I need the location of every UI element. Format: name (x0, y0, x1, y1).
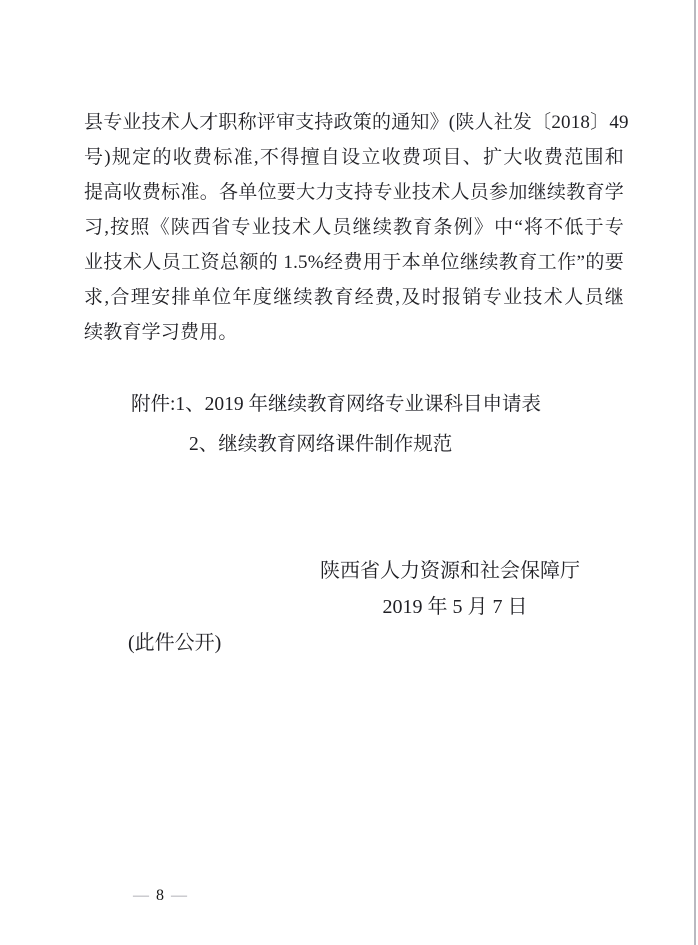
body-line-5: 业技术人员工资总额的 1.5%经费用于本单位继续教育工作”的要 (84, 252, 624, 273)
publicity-note: (此件公开) (128, 632, 222, 654)
issuer-signature: 陕西省人力资源和社会保障厅 (320, 560, 580, 582)
body-line-6: 求,合理安排单位年度继续教育经费,及时报销专业技术人员继 (84, 287, 624, 308)
scan-edge-line (694, 0, 696, 945)
attachments-label: 附件: (131, 394, 176, 415)
page-number: 8 (156, 887, 164, 904)
attachment-item-1: 1、2019 年继续教育网络专业课科目申请表 (175, 394, 542, 415)
body-line-4: 习,按照《陕西省专业技术人员继续教育条例》中“将不低于专 (84, 217, 624, 238)
body-line-7: 续教育学习费用。 (84, 322, 238, 343)
attachment-line-2 (189, 425, 541, 465)
attachment-item-2: 2、继续教育网络课件制作规范 (189, 434, 453, 455)
page-number-left-dash: — (133, 887, 149, 904)
page-number-footer (133, 886, 187, 906)
body-line-3: 提高收费标准。各单位要大力支持专业技术人员参加继续教育学 (84, 182, 624, 203)
attachment-line-1 (131, 385, 541, 425)
body-line-1: 县专业技术人才职称评审支持政策的通知》(陕人社发〔2018〕49 (84, 112, 629, 133)
page-number-right-dash: — (171, 887, 187, 904)
attachments-block (131, 385, 541, 465)
body-paragraph (84, 105, 629, 350)
issue-date: 2019 年 5 月 7 日 (382, 596, 528, 618)
body-line-2: 号)规定的收费标准,不得擅自设立收费项目、扩大收费范围和 (84, 147, 624, 168)
